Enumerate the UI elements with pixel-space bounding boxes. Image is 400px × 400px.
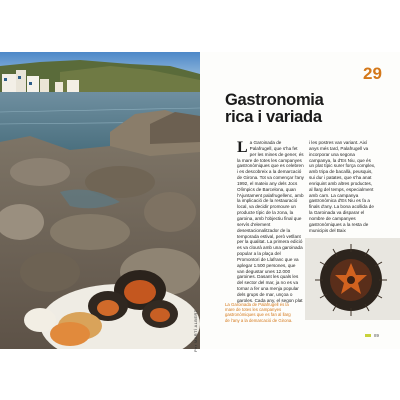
title-line-2: rica i variada	[225, 108, 322, 126]
page-footer	[365, 333, 379, 338]
photo-caption: La Garoinada de Palafrugell és la mare de totes les campanyes gastronòmiques que es fan al llarg de l'any a la demarcació de Girona.	[225, 302, 293, 323]
magazine-spread	[0, 52, 400, 352]
footer-text: 89	[374, 333, 380, 338]
sea-urchin-photo	[305, 238, 400, 320]
article-title	[225, 92, 395, 126]
drop-cap: L	[237, 139, 248, 156]
cove-photo	[0, 52, 200, 349]
footer-mark-icon	[365, 334, 371, 337]
body-column-2-text: i les postres van variant. Així anys més tard, Palafrugell va incorporar una segona campanya, la d'Es Niu, que és un plat típic surer força complex, amb tripa de bacallà, peusquis, sui dur i patates, que s'ha anat enriquint amb altres productes, al llarg del temps, especialment amb carn. La campanya gastronòmica d'Es Niu es fa a finals d'any. La bona acollida de la Garoinada va disparar el nombre de campanyes gastronòmiques a la resta de municipis del Baix	[309, 140, 376, 233]
body-column-2	[309, 140, 376, 234]
sea-urchin-illustration	[305, 238, 400, 320]
title-line-1: Gastronomia	[225, 91, 324, 109]
body-column-1-text: a Garoinada de Palafrugell, que s'ha fet per les mines de gener, és la mare de totes les campanyes gastronòmiques que es celebren i es descobreix a la demarcació de Girona. Tot va començar l'any 1992, el mateix any dels Jocs Olímpics de Barcelona, quan l'Ajuntament palafrugellenc, amb la implicació de la restauració local, va decidir promoure un producte típic de la zona, la garoina, amb l'objectiu final que servís d'element desestacionalitzador de la temporada estival, però vetllant per la qualitat. La primera edició es va clourà amb una garoinada popular a la plaça del Promontori de Llafranc que va aplegar 1.500 persones, que van degustar unes 12.000 garoines. Dasant les quals les del sector del mar, ja no es va tornar a fer una menja popular dels grups de mar, unçoa o garoles. Cada any, el segon plat	[237, 140, 304, 303]
photo-credit: Per MARTÍ ALBERT	[193, 309, 198, 352]
cove-photo-illustration	[0, 52, 200, 349]
body-column-1	[237, 140, 304, 304]
page-number: 29	[363, 64, 382, 83]
text-page	[200, 52, 400, 349]
